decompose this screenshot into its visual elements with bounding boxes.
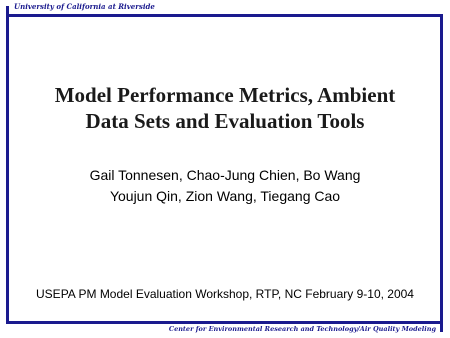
institution-header: University of California at Riverside [14,2,155,11]
center-footer: Center for Environmental Research and Technology/Air Quality Modeling [168,325,436,333]
event-details: USEPA PM Model Evaluation Workshop, RTP, NC February 9-10, 2004 [36,287,414,301]
author-line-2: Youjun Qin, Zion Wang, Tiegang Cao [109,188,341,204]
right-border-rule [440,14,443,332]
left-border-rule [6,14,9,324]
author-line-1: Gail Tonnesen, Chao-Jung Chien, Bo Wang [89,167,361,183]
slide-title-line-2: Data Sets and Evaluation Tools [85,109,365,133]
slide-title [20,82,430,134]
slide-title-line-1: Model Performance Metrics, Ambient [54,83,396,107]
author-list [20,165,430,207]
bottom-border-rule [6,321,443,324]
top-border-rule [6,14,443,17]
